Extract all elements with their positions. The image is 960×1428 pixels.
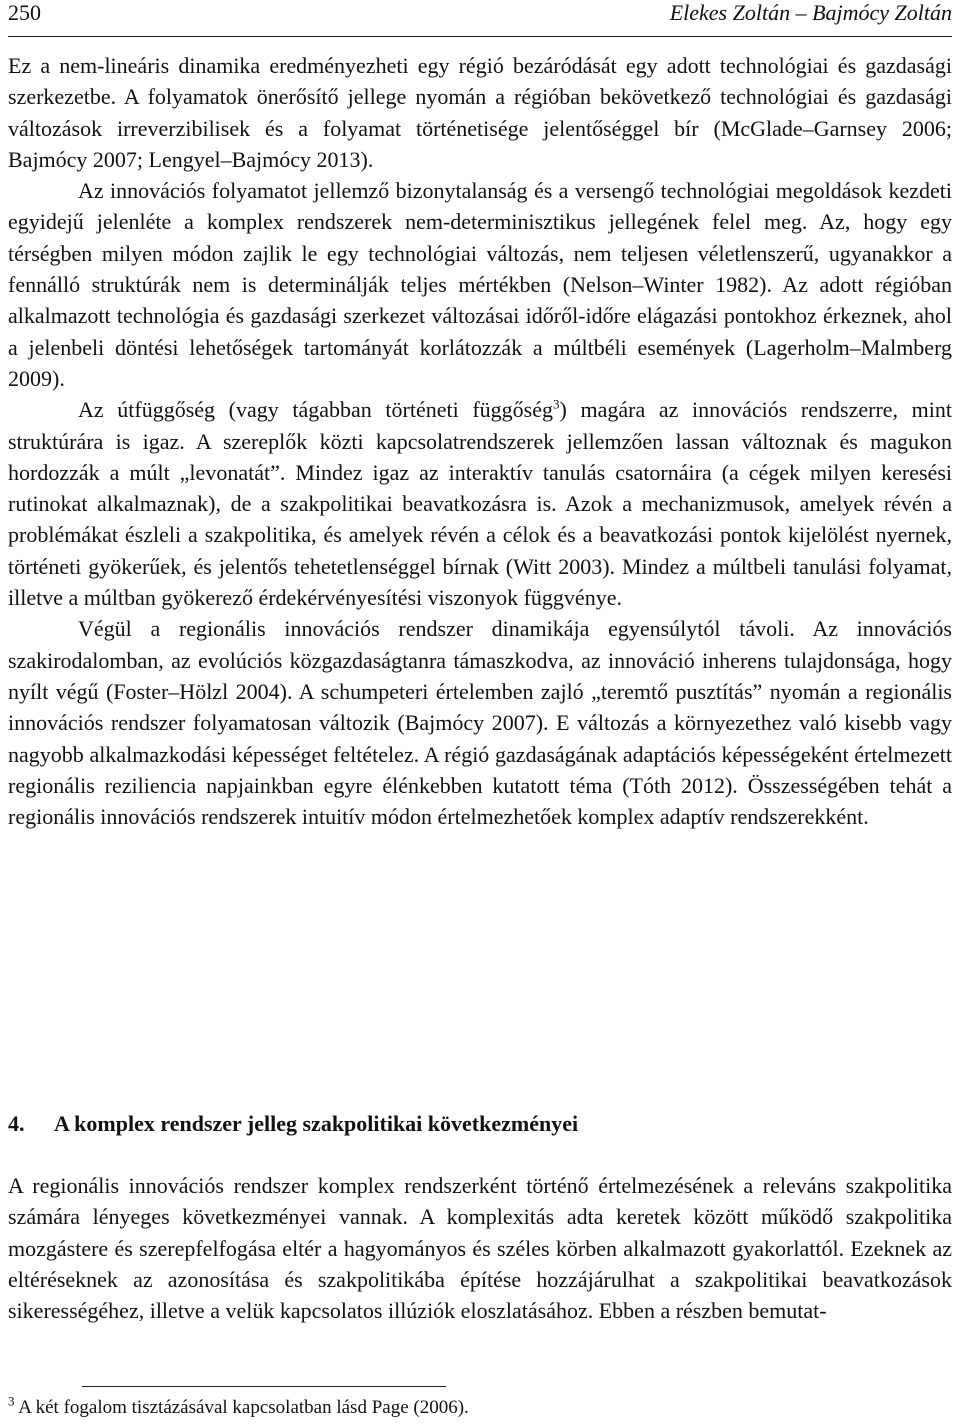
running-header-authors: Elekes Zoltán – Bajmócy Zoltán [669,0,952,25]
footnote [8,1393,469,1420]
footnote-text: A két fogalom tisztázásával kapcsolatban lásd Page (2006). [18,1397,469,1418]
section-body-text [8,1170,952,1326]
paragraph-3-start: Az útfüggőség (vagy tágabban történeti függőség [78,397,554,423]
page-number: 250 [8,0,41,25]
document-page [8,0,952,1428]
paragraph-1: Ez a nem-lineáris dinamika eredményezheti egy régió bezáródását egy adott technológiai és gazdasági szerkezetbe. A folyamatok önerősítő jellege nyomán a régióban bekövetkező technológiai és gazdasági változások irreverzibilisek és a folyamat történetisége jelentőséggel bír (McGlade–Garnsey 2006; Bajmócy 2007; Lengyel–Bajmócy 2013). [8,53,952,172]
footnote-separator [82,1386,446,1387]
section-heading [8,1108,952,1139]
section-paragraph: A regionális innovációs rendszer komplex rendszerként történő értelmezésének a releváns szakpolitika számára lényeges következményei vannak. A komplexitás adta keretek között működő szakpolitika mozgástere és szerepfelfogása eltér a hagyományos és széles körben alkalmazott gyakorlattól. Ezeknek az eltéréseknek az azonosítása és szakpolitikába építése hozzájárulhat a szakpolitikai beavatkozások sikerességéhez, illetve a velük kapcsolatos illúziók eloszlatásához. Ebben a részben bemutat- [8,1173,952,1324]
paragraph-4: Végül a regionális innovációs rendszer dinamikája egyensúlytól távoli. Az innovációs szakirodalomban, az evolúciós közgazdaságtanra támaszkodva, az innováció inherens tulajdonsága, hogy nyílt végű (Foster–Hölzl 2004). A schumpeteri értelemben zajló „teremtő pusztítás” nyomán a regionális innovációs rendszer folyamatosan változik (Bajmócy 2007). E változás a környezethez való kisebb vagy nagyobb alkalmazkodási képességet feltételez. A régió gazdaságának adaptációs képességeként értelmezett regionális reziliencia napjainkban egyre élénkebben kutatott téma (Tóth 2012). Összességében tehát a regionális innovációs rendszerek intuitív módon értelmezhetőek komplex adaptív rendszerekként. [8,616,952,830]
paragraph-2: Az innovációs folyamatot jellemző bizonytalanság és a versengő technológiai megoldások kezdeti egyidejű jelenléte a komplex rendszerek nem-determinisztikus jellegének felel meg. Az, hogy egy térségben milyen módon zajlik le egy technológiai változás, nem teljesen véletlenszerű, ugyanakkor a fennálló struktúrák nem is determinálják teljes mértékben (Nelson–Winter 1982). Az adott régióban alkalmazott technológia és gazdasági szerkezet változásai időről-időre elágazási pontokhoz érkeznek, ahol a jelenbeli döntési lehetőségek tartományát korlátozzák a múltbéli események (Lagerholm–Malmberg 2009). [8,178,952,391]
paragraph-3-rest: ) magára az innovációs rendszerre, mint struktúrára is igaz. A szereplők közti kapcsolatrendszerek jellemzően lassan változnak és magukon hordozzák a múlt „levonatát”. Mindez igaz az interaktív tanulás csatornáira (a cégek milyen keresési rutinokat alkalmaznak), de a szakpolitikai beavatkozásra is. Azok a mechanizmusok, amelyek révén a problémákat észleli a szakpolitika, és amelyek révén a célok és a beavatkozási pontok kijelölést nyernek, történeti gyökerűek, és jelentős tehetetlenséggel bírnak (Witt 2003). Mindez a múltbeli tanulási folyamat, illetve a múltban gyökerező érdekérvényesítési viszonyok függvénye. [8,397,952,611]
body-text [8,50,952,832]
footnote-reference[interactable]: 3 [553,396,560,412]
paragraph-3 [8,394,952,613]
section-number: 4. [8,1111,25,1136]
footnote-marker: 3 [8,1393,15,1409]
section-title: A komplex rendszer jelleg szakpolitikai következményei [54,1111,579,1136]
running-header [8,0,952,37]
